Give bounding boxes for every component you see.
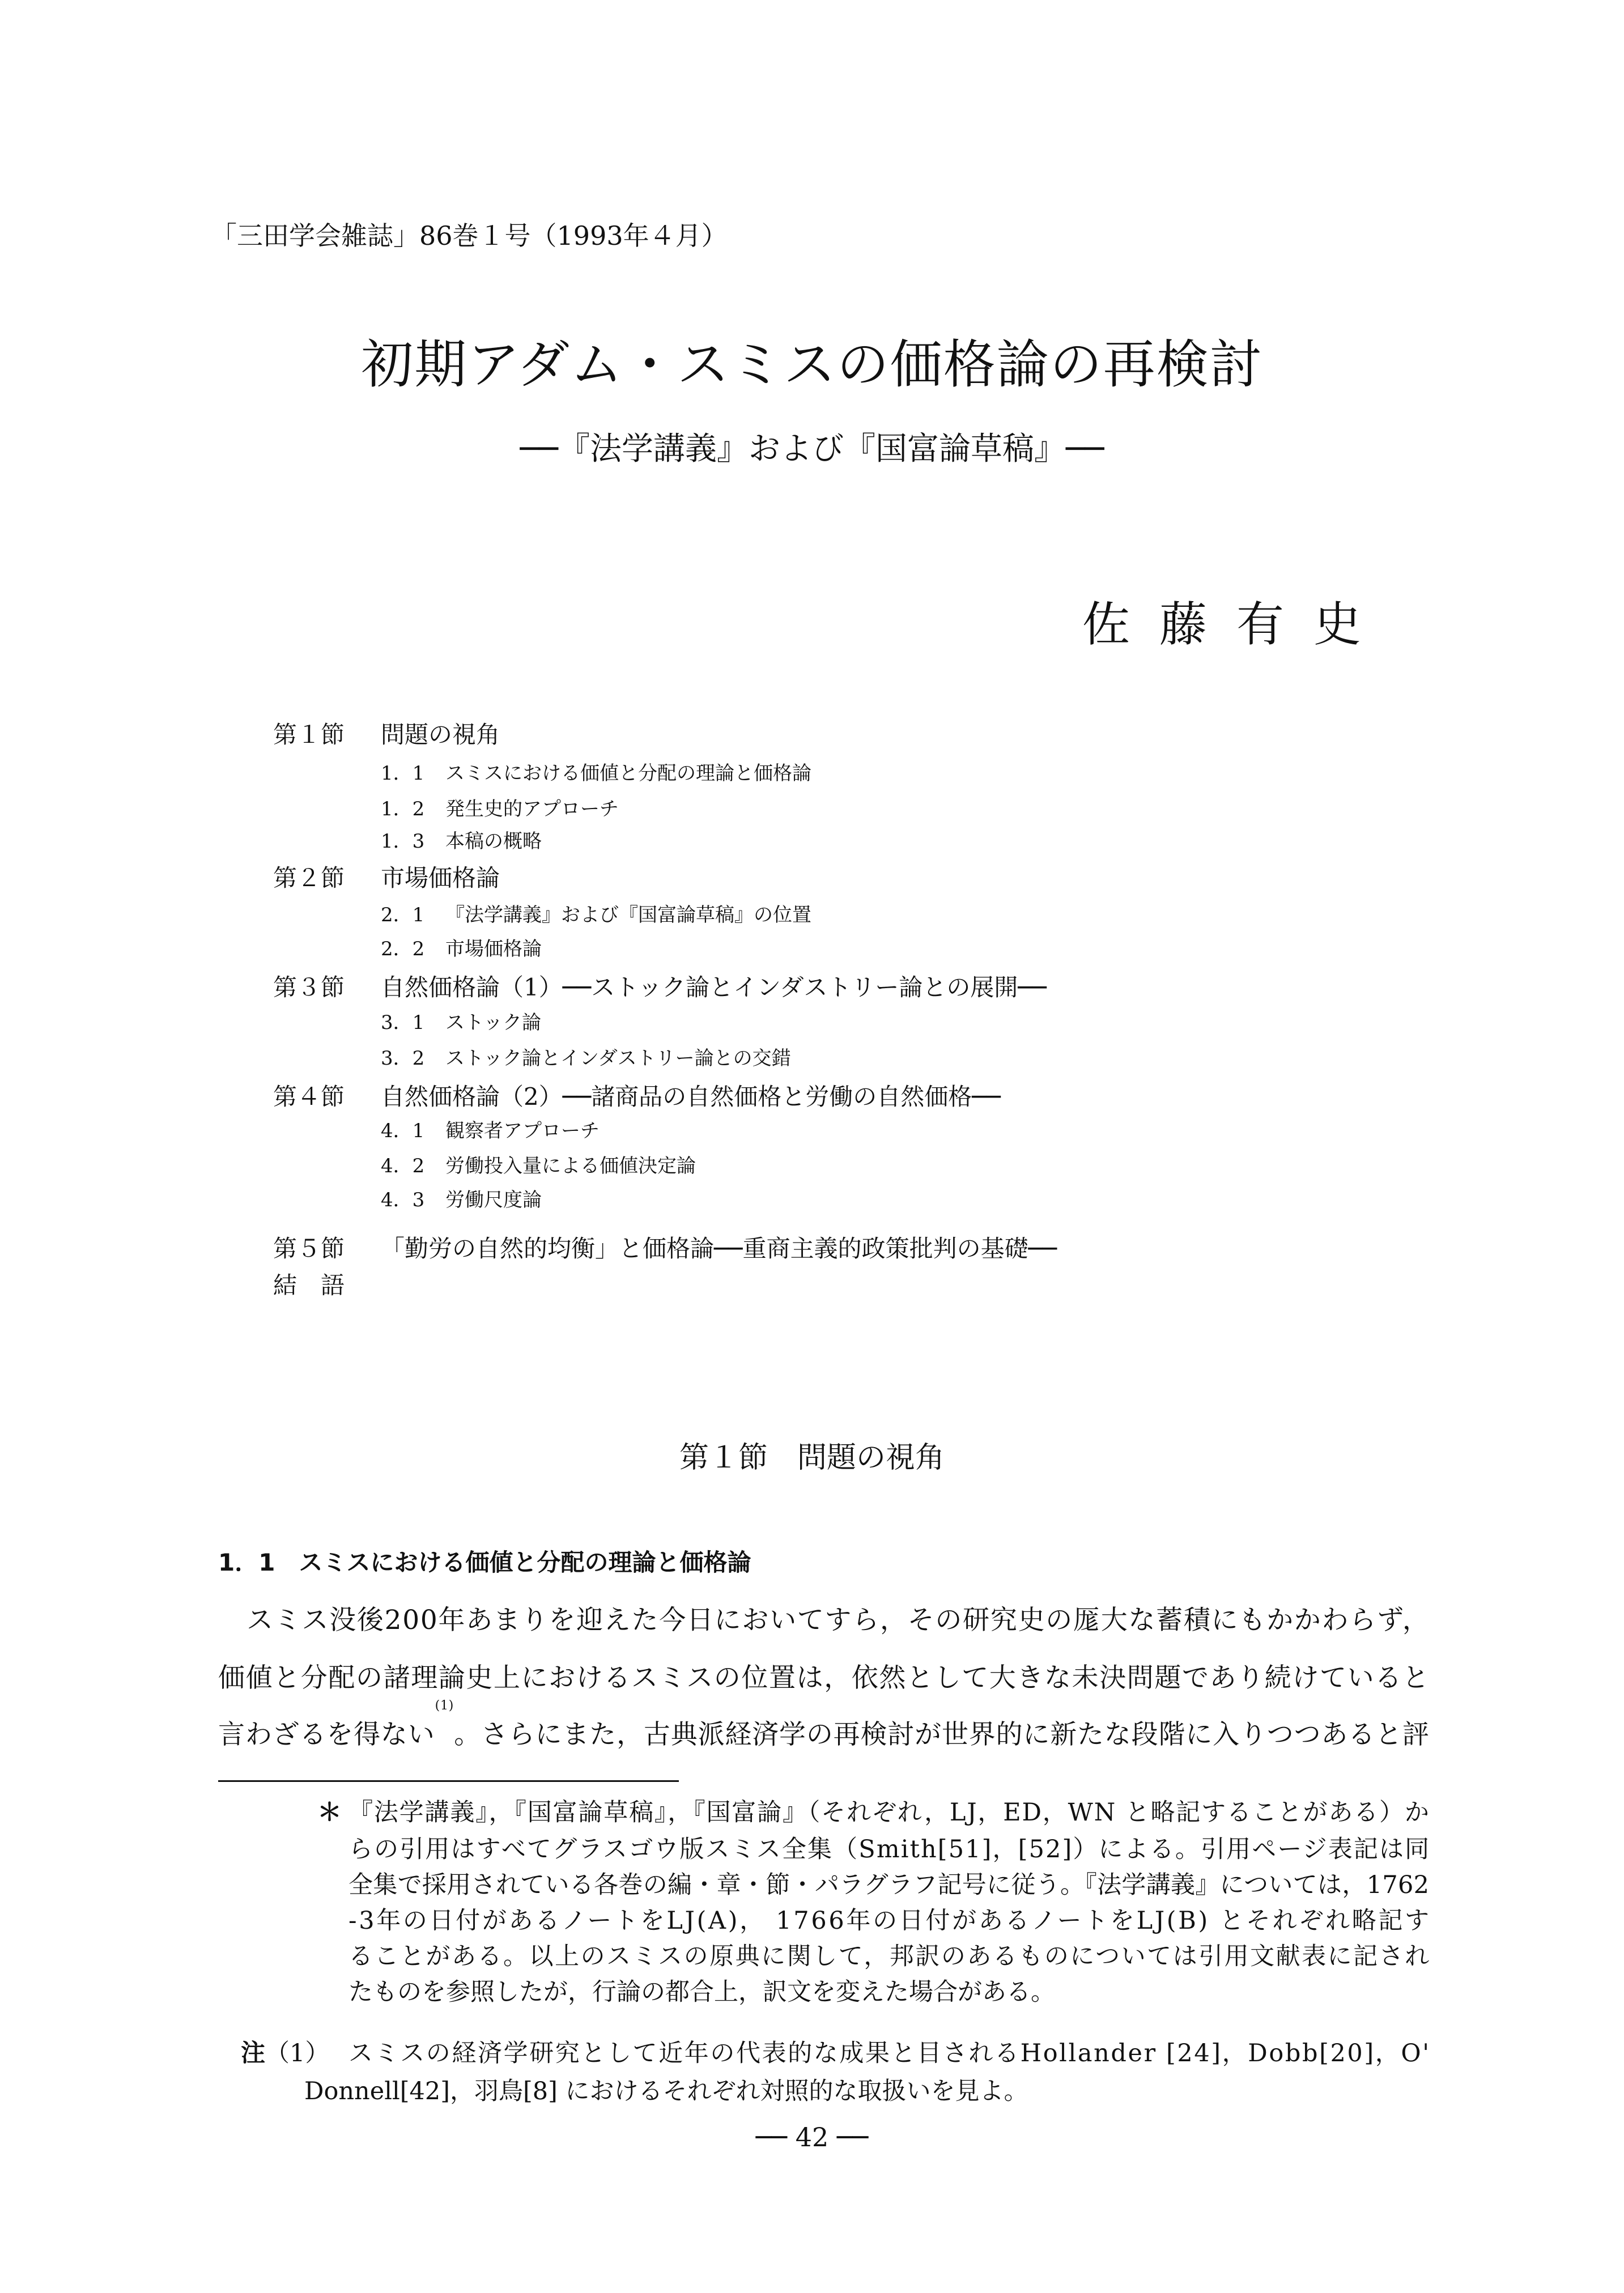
footnote-line: 全集で採用されている各巻の編・章・節・パラグラフ記号に従う。『法学講義』については，1762	[348, 1871, 1430, 1899]
body-line: スミス没後200年あまりを迎えた今日においてすら，その研究史の厖大な蓄積にもかかわらず，	[246, 1605, 1430, 1636]
toc-subsection-number: 1．3	[381, 830, 425, 853]
toc-subsection	[381, 1043, 791, 1070]
toc-subsection-label: 本稿の概略	[445, 830, 542, 853]
toc-section	[273, 1230, 1057, 1264]
toc-subsection	[381, 758, 811, 785]
note-label	[241, 2034, 329, 2069]
toc-section-number: 第３節	[273, 973, 345, 1001]
note-number: （1）	[265, 2039, 330, 2067]
toc-subsection-label: 発生史的アプローチ	[445, 798, 619, 820]
toc-subsection-number: 2．2	[381, 938, 425, 960]
toc-section-label: 自然価格論（1）──ストック論とインダストリー論との展開──	[381, 973, 1047, 1001]
note-label-text: 注	[241, 2039, 265, 2067]
toc-section-number: 第２節	[273, 864, 345, 892]
toc-subsection-number: 2．1	[381, 904, 425, 926]
toc-subsection-number: 1．2	[381, 798, 425, 820]
body-text: 言わざるを得ない	[218, 1719, 435, 1750]
toc-subsection	[381, 1115, 600, 1143]
toc-subsection	[381, 933, 542, 961]
page-number: ── 42 ──	[755, 2122, 869, 2152]
toc-subsection-number: 4．1	[381, 1120, 425, 1142]
toc-section-number: 第１節	[273, 721, 345, 748]
footnote-rule	[218, 1780, 679, 1782]
toc-subsection-label: 『法学講義』および『国富論草稿』の位置	[445, 904, 811, 926]
toc-subsection-label: 労働尺度論	[445, 1189, 542, 1211]
article-title: 初期アダム・スミスの価格論の再検討	[361, 334, 1263, 395]
toc-subsection	[381, 826, 542, 853]
footnote-line: たものを参照したが，行論の都合上，訳文を変えた場合がある。	[348, 1978, 1055, 2006]
toc-subsection-label: 市場価格論	[445, 938, 542, 960]
toc-subsection	[381, 899, 811, 927]
toc-subsection-number: 4．3	[381, 1189, 425, 1211]
toc-section	[273, 969, 1047, 1003]
toc-subsection-number: 3．2	[381, 1047, 425, 1070]
toc-subsection-number: 4．2	[381, 1155, 425, 1177]
toc-section-label: 自然価格論（2）──諸商品の自然価格と労働の自然価格──	[381, 1083, 1001, 1111]
asterisk-mark: ＊	[317, 1798, 342, 1827]
toc-subsection-label: ストック論とインダストリー論との交錯	[445, 1047, 791, 1070]
toc-subsection	[381, 1007, 541, 1035]
body-text: 。さらにまた，古典派経済学の再検討が世界的に新たな段階に入りつつあると評	[454, 1719, 1430, 1750]
body-line	[218, 1699, 1430, 1751]
toc-section-number: 結 語	[273, 1271, 345, 1299]
article-subtitle: ──『法学講義』および『国富論草稿』──	[520, 431, 1104, 467]
toc-section-label: 市場価格論	[381, 864, 500, 892]
toc-section	[273, 716, 500, 750]
toc-subsection-label: ストック論	[445, 1011, 541, 1034]
toc-section	[273, 1078, 1001, 1112]
toc-subsection-number: 3．1	[381, 1011, 425, 1034]
toc-subsection	[381, 793, 619, 821]
note-line: スミスの経済学研究として近年の代表的な成果と目されるHollander [24]，Dobb[20]，O'	[348, 2039, 1431, 2067]
toc-section	[273, 1267, 381, 1301]
footnote-line: -3年の日付があるノートをLJ(A)， 1766年の日付があるノートをLJ(B) とそれぞれ略記す	[348, 1907, 1431, 1935]
toc-subsection	[381, 1184, 542, 1212]
toc-subsection-number: 1．1	[381, 762, 425, 785]
footnote-ref[interactable]: (1)	[435, 1699, 454, 1713]
footnote-line: ることがある。以上のスミスの原典に関して，邦訳のあるものについては引用文献表に記され	[348, 1942, 1431, 1971]
body-line: 価値と分配の諸理論史上におけるスミスの位置は，依然として大きな未決問題であり続けていると	[218, 1662, 1430, 1694]
toc-subsection	[381, 1150, 696, 1178]
footnote-line: 『法学講義』，『国富論草稿』，『国富論』（それぞれ，LJ，ED，WN と略記することがある）か	[348, 1798, 1430, 1827]
author-name: 佐藤有史	[1082, 597, 1391, 652]
note-line: Donnell[42]，羽鳥[8] におけるそれぞれ対照的な取扱いを見よ。	[304, 2077, 1028, 2105]
toc-section-number: 第４節	[273, 1083, 345, 1111]
toc-subsection-label: 労働投入量による価値決定論	[445, 1155, 696, 1177]
toc-subsection-label: スミスにおける価値と分配の理論と価格論	[445, 762, 811, 785]
footnote-line: らの引用はすべてグラスゴウ版スミス全集（Smith[51]，[52]）による。引用ページ表記は同	[348, 1835, 1431, 1864]
section-heading: 第１節 問題の視角	[679, 1441, 945, 1475]
toc-section-label: 「勤労の自然的均衡」と価格論──重商主義的政策批判の基礎──	[381, 1235, 1057, 1262]
journal-citation: 「三田学会雑誌」86巻１号（1993年４月）	[211, 220, 728, 251]
toc-section	[273, 860, 500, 894]
toc-section-number: 第５節	[273, 1235, 345, 1262]
toc-section-label: 問題の視角	[381, 721, 500, 748]
toc-subsection-label: 観察者アプローチ	[445, 1120, 600, 1142]
subsection-heading: 1．1 スミスにおける価値と分配の理論と価格論	[218, 1548, 751, 1576]
